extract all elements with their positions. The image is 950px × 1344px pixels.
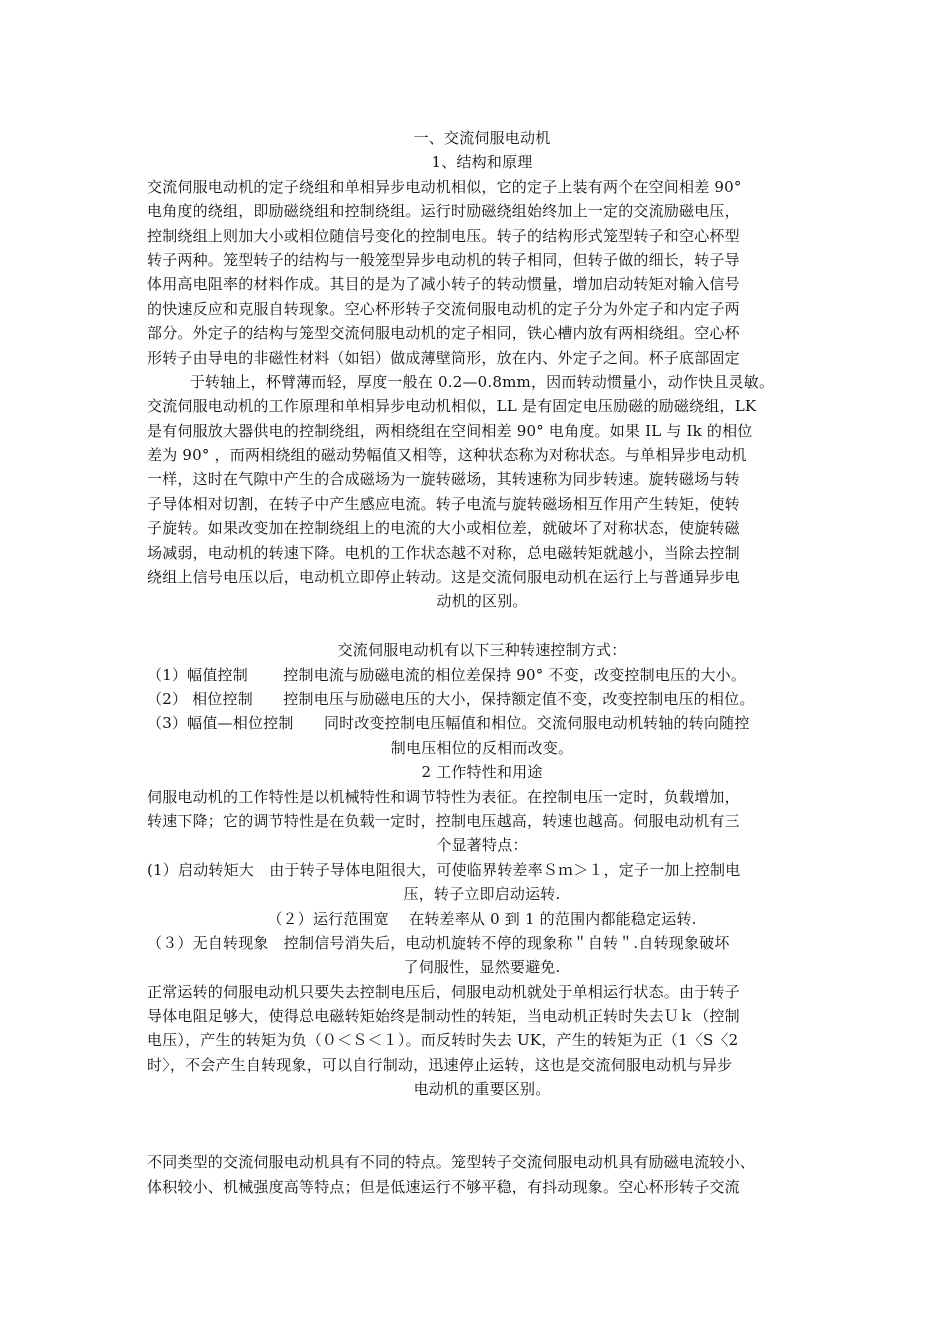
paragraph-types — [147, 1150, 817, 1199]
paragraph-line: 动机的区别。 — [436, 592, 528, 611]
feature-item-continued: 了伺服性，显然要避免. — [403, 958, 561, 977]
paragraph-line: 体用高电阻率的材料作成。其目的是为了减小转子的转动惯量，增加启动转矩对输入信号 — [147, 275, 740, 294]
paragraph-line: 是有伺服放大器供电的控制绕组，两相绕组在空间相差 90° 电角度。如果 IL 与 Ik 的相位 — [147, 421, 753, 440]
paragraph-line: 差为 90° ，而两相绕组的磁动势幅值又相等，这种状态称为对称状态。与单相异步电动机 — [147, 446, 747, 465]
paragraph-line: 控制绕组上则加大小或相位随信号变化的控制电压。转子的结构形式笼型转子和空心杯型 — [147, 226, 740, 245]
paragraph-principle — [147, 394, 817, 614]
paragraph-line: 电动机的重要区别。 — [413, 1080, 551, 1099]
paragraph-line: 电压），产生的转矩为负（０＜Ｓ＜１）。而反转时失去 UK，产生的转矩为正（1〈S〈2 — [147, 1031, 739, 1050]
paragraph-line: 于转轴上，杯臂薄而轻，厚度一般在 0.2—0.8mm，因而转动惯量小，动作快且灵敏。 — [189, 372, 775, 391]
paragraph-line: 子导体相对切割，在转子中产生感应电流。转子电流与旋转磁场相互作用产生转矩，使转 — [147, 494, 740, 513]
paragraph-line: 一样，这时在气隙中产生的合成磁场为一旋转磁场，其转速称为同步转速。旋转磁场与转 — [147, 470, 740, 489]
paragraph-line: 交流伺服电动机的工作原理和单相异步电动机相似，LL 是有固定电压励磁的励磁绕组，LK — [147, 397, 757, 416]
paragraph-line: 转速下降；它的调节特性是在负载一定时，控制电压越高，转速也越高。伺服电动机有三 — [147, 811, 740, 830]
feature-item: (1）启动转矩大 由于转子导体电阻很大，可使临界转差率Ｓｍ＞１，定子一加上控制电 — [147, 860, 741, 879]
control-modes-intro: 交流伺服电动机有以下三种转速控制方式： — [337, 641, 627, 660]
paragraph-line: 个显著特点： — [436, 836, 528, 855]
paragraph-line: 伺服电动机的工作特性是以机械特性和调节特性为表征。在控制电压一定时，负载增加， — [147, 787, 740, 806]
feature-item: （２）运行范围宽 在转差率从 0 到 1 的范围内都能稳定运转. — [267, 909, 697, 928]
control-mode-item: （2） 相位控制 控制电压与励磁电压的大小，保持额定值不变，改变控制电压的相位。 — [147, 689, 755, 708]
paragraph-line: 的快速反应和克服自转现象。空心杯形转子交流伺服电动机的定子分为外定子和内定子两 — [147, 299, 740, 318]
paragraph-line: 转子两种。笼型转子的结构与一般笼型异步电动机的转子相同，但转子做的细长，转子导 — [147, 250, 740, 269]
paragraph-line: 交流伺服电动机的定子绕组和单相异步电动机相似，它的定子上装有两个在空间相差 90° — [147, 177, 742, 196]
control-mode-item: （3）幅值—相位控制 同时改变控制电压幅值和相位。交流伺服电动机转轴的转向随控 — [147, 714, 750, 733]
paragraph-line: 场减弱，电动机的转速下降。电机的工作状态越不对称，总电磁转矩就越小，当除去控制 — [147, 543, 740, 562]
control-mode-item: （1）幅值控制 控制电流与励磁电流的相位差保持 90° 不变，改变控制电压的大小。 — [147, 665, 747, 684]
paragraph-line: 不同类型的交流伺服电动机具有不同的特点。笼型转子交流伺服电动机具有励磁电流较小、 — [147, 1153, 756, 1172]
paragraph-characteristics — [147, 785, 817, 858]
control-modes — [147, 638, 817, 760]
document-title: 一、交流伺服电动机 — [413, 129, 551, 147]
paragraph-line: 导体电阻足够大，使得总电磁转矩始终是制动性的转矩，当电动机正转时失去Ｕｋ（控制 — [147, 1007, 740, 1026]
paragraph-line: 体积较小、机械强度高等特点；但是低速运行不够平稳，有抖动现象。空心杯形转子交流 — [147, 1177, 740, 1196]
paragraph-line: 电角度的绕组，即励磁绕组和控制绕组。运行时励磁绕组始终加上一定的交流励磁电压， — [147, 202, 740, 221]
paragraph-line: 子旋转。如果改变加在控制绕组上的电流的大小或相位差，就破坏了对称状态，使旋转磁 — [147, 519, 740, 538]
paragraph-line: 时〉，不会产生自转现象，可以自行制动，迅速停止运转，这也是交流伺服电动机与异步 — [147, 1055, 733, 1074]
control-mode-item-continued: 制电压相位的反相而改变。 — [390, 738, 574, 757]
paragraph-line: 绕组上信号电压以后，电动机立即停止转动。这是交流伺服电动机在运行上与普通异步电 — [147, 568, 740, 587]
paragraph-line: 正常运转的伺服电动机只要失去控制电压后，伺服电动机就处于单相运行状态。由于转子 — [147, 982, 740, 1001]
feature-item-continued: 压，转子立即启动运转. — [403, 885, 561, 904]
document-body — [147, 126, 817, 1199]
paragraph-line: 部分。外定子的结构与笼型交流伺服电动机的定子相同，铁心槽内放有两相绕组。空心杯 — [147, 324, 740, 343]
paragraph-line: 形转子由导电的非磁性材料（如铝）做成薄壁筒形，放在内、外定子之间。杯子底部固定 — [147, 348, 740, 367]
feature-item: （３）无自转现象 控制信号消失后，电动机旋转不停的现象称＂自转＂.自转现象破坏 — [147, 933, 730, 952]
blank-line — [147, 1102, 817, 1151]
section-heading-structure: 1、结构和原理 — [431, 153, 533, 172]
feature-list — [147, 858, 817, 980]
paragraph-structure — [147, 175, 817, 395]
blank-line — [147, 614, 817, 638]
paragraph-no-self-rotation — [147, 980, 817, 1102]
section-heading-characteristics: 2 工作特性和用途 — [421, 763, 543, 782]
